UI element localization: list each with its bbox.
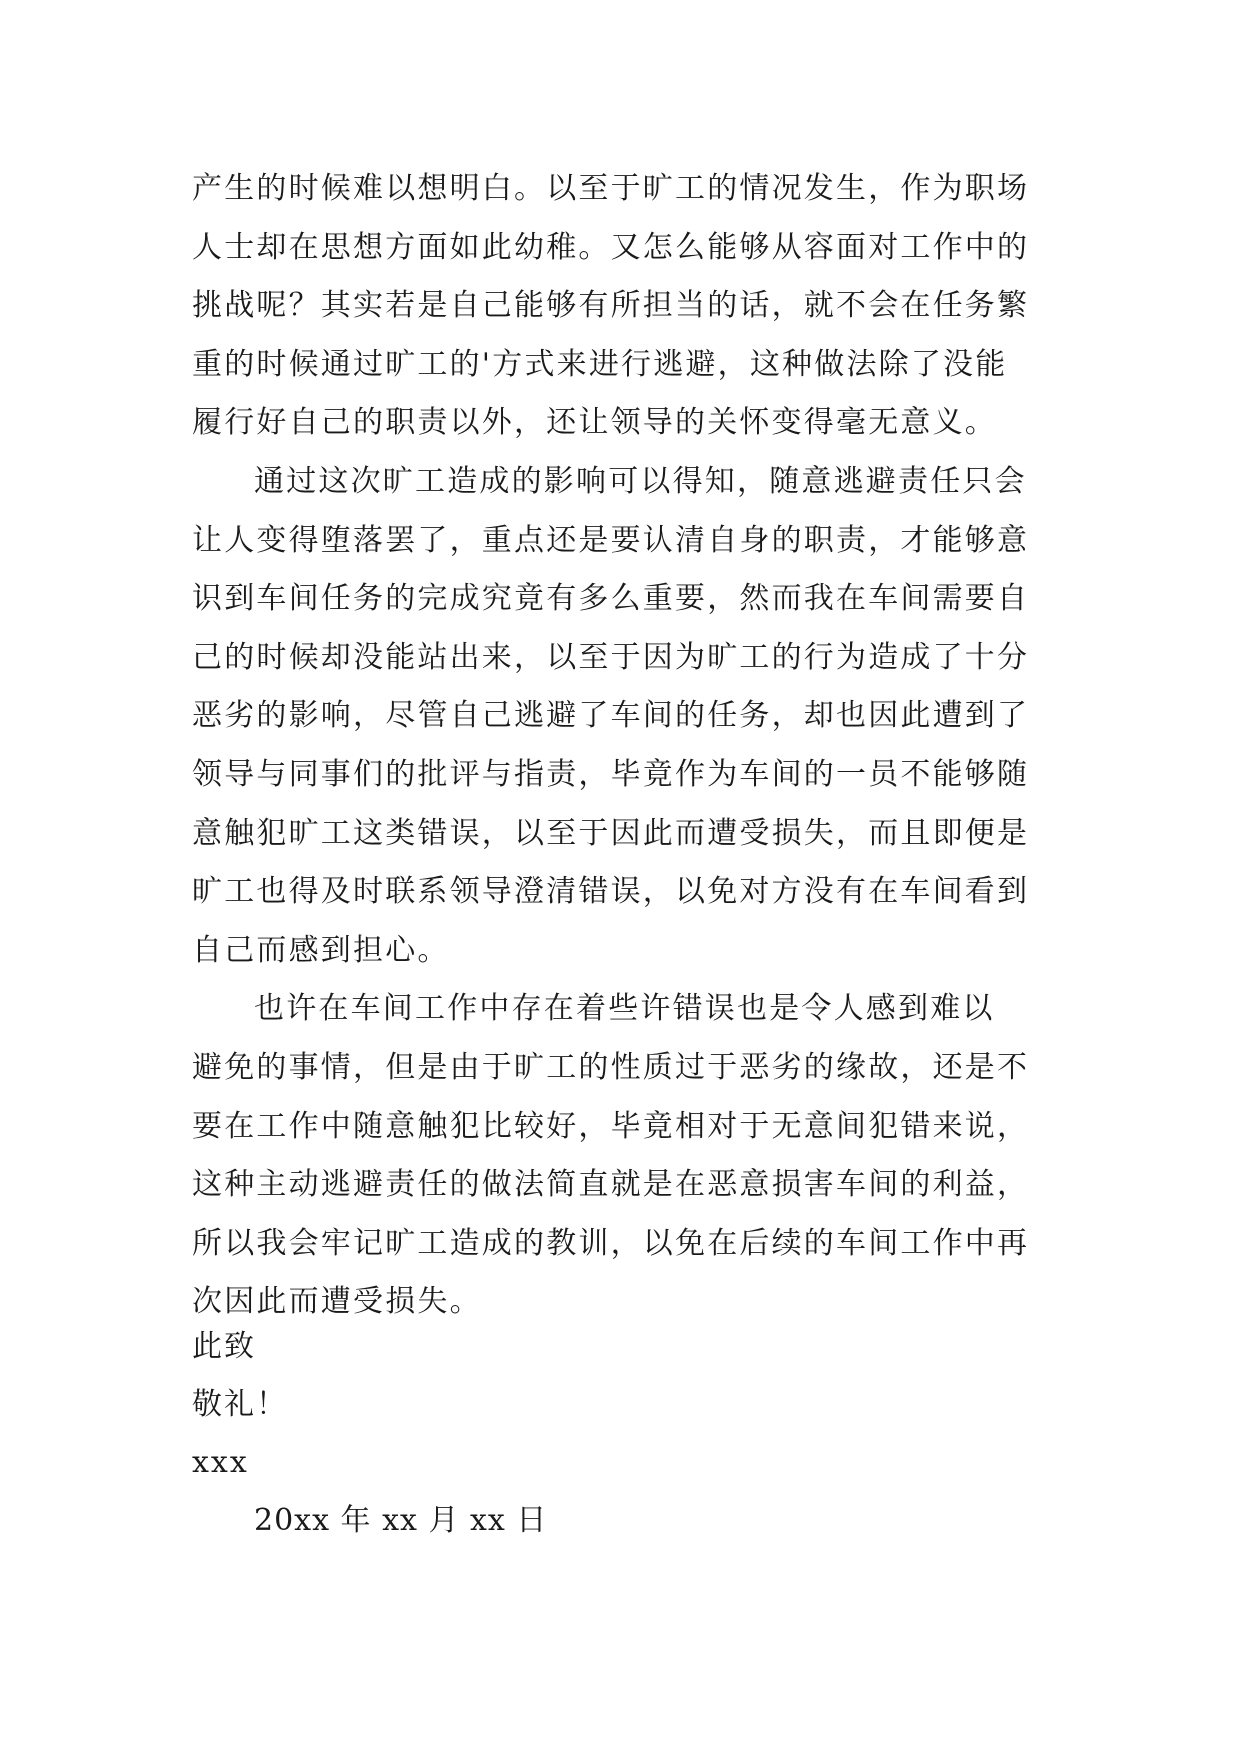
text-line: 避免的事情，但是由于旷工的性质过于恶劣的缘故，还是不	[192, 1049, 1030, 1085]
text-line: 重的时候通过旷工的'方式来进行逃避，这种做法除了没能	[192, 346, 1008, 382]
letter-body	[192, 160, 1052, 1332]
closing-regards	[192, 1376, 1052, 1435]
closing-line-2: 敬礼！	[192, 1387, 288, 1422]
paragraph-3	[192, 980, 1052, 1332]
text-line: 意触犯旷工这类错误，以至于因此而遭受损失，而且即便是	[192, 815, 1030, 851]
text-line: 履行好自己的职责以外，还让领导的关怀变得毫无意义。	[192, 405, 997, 441]
closing-salutation	[192, 1318, 1052, 1377]
text-line: 所以我会牢记旷工造成的教训，以免在后续的车间工作中再	[192, 1225, 1030, 1261]
text-line: 旷工也得及时联系领导澄清错误，以免对方没有在车间看到	[192, 874, 1030, 910]
text-line: 也许在车间工作中存在着些许错误也是令人感到难以	[254, 991, 995, 1027]
paragraph-1	[192, 160, 1052, 453]
text-line: 人士却在思想方面如此幼稚。又怎么能够从容面对工作中的	[192, 229, 1030, 265]
text-line: 识到车间任务的完成究竟有多么重要，然而我在车间需要自	[192, 581, 1030, 617]
text-line: 领导与同事们的批评与指责，毕竟作为车间的一员不能够随	[192, 756, 1030, 792]
text-line: 己的时候却没能站出来，以至于因为旷工的行为造成了十分	[192, 639, 1030, 675]
signature	[192, 1434, 1052, 1493]
text-line: 自己而感到担心。	[192, 932, 450, 968]
letter-date: 20xx 年 xx 月 xx 日	[254, 1503, 548, 1538]
text-line: 次因此而遭受损失。	[192, 1284, 482, 1320]
text-line: 要在工作中随意触犯比较好，毕竟相对于无意间犯错来说，	[192, 1108, 1030, 1144]
text-line: 通过这次旷工造成的影响可以得知，随意逃避责任只会	[254, 463, 1027, 499]
text-line: 让人变得堕落罢了，重点还是要认清自身的职责，才能够意	[192, 522, 1030, 558]
text-line: 挑战呢？其实若是自己能够有所担当的话，就不会在任务繁	[192, 288, 1030, 324]
signature-name: xxx	[192, 1445, 249, 1480]
paragraph-2	[192, 453, 1052, 980]
date-block	[192, 1492, 1052, 1551]
closing-line-1: 此致	[192, 1329, 256, 1364]
text-line: 产生的时候难以想明白。以至于旷工的情况发生，作为职场	[192, 171, 1030, 206]
text-line: 恶劣的影响，尽管自己逃避了车间的任务，却也因此遭到了	[192, 698, 1030, 734]
text-line: 这种主动逃避责任的做法简直就是在恶意损害车间的利益，	[192, 1167, 1030, 1203]
